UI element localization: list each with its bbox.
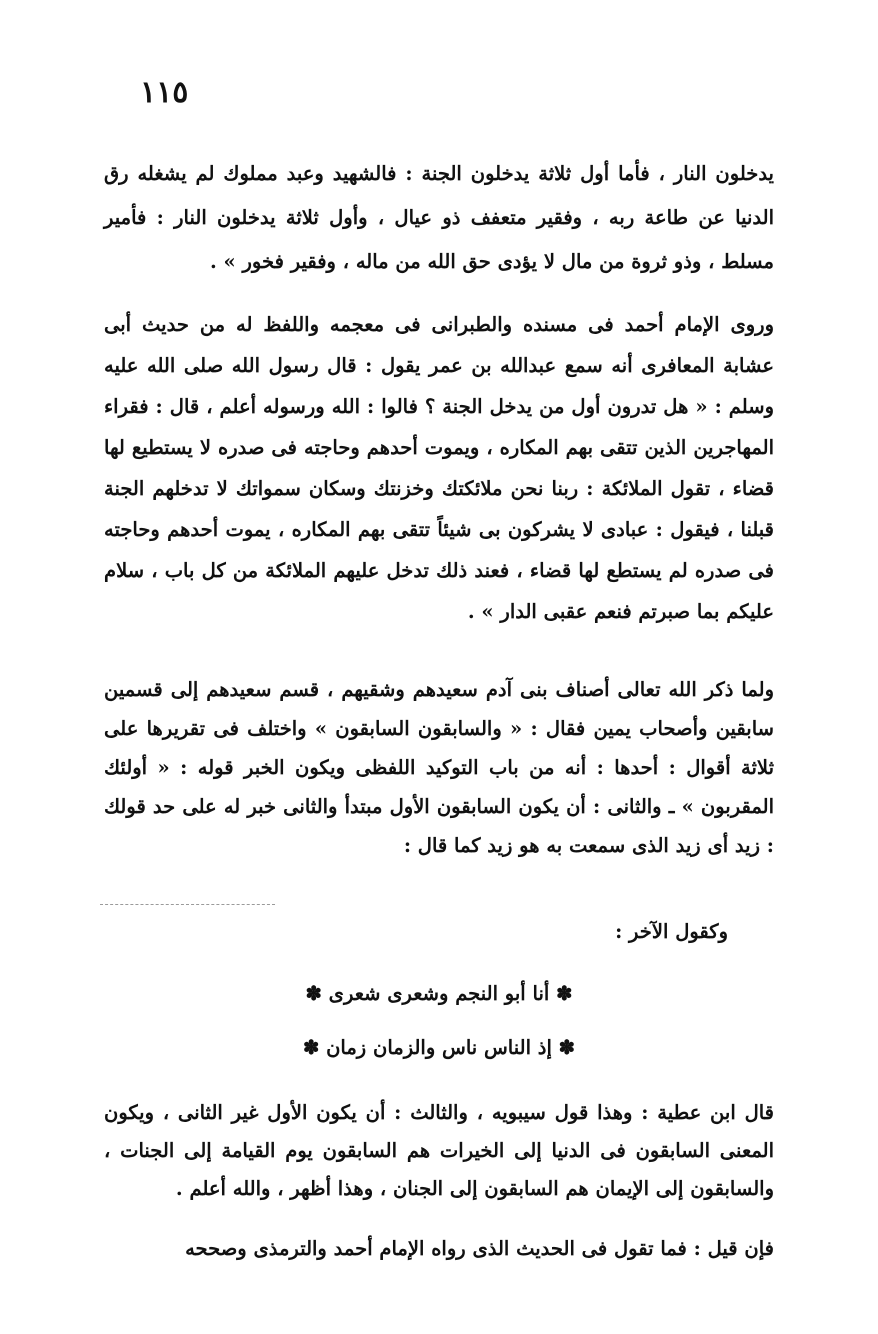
paragraph-hadith-ahmad: وروى الإمام أحمد فى مسنده والطبرانى فى معجمه واللفظ له من حديث أبى عشابة المعافرى أنه سمع عبدالله بن عمر يقول : قال رسول الله صلى الله عليه وسلم : « هل تدرون أول من يدخل الجنة ؟ فالوا : الله ورسوله أعلم ، قال : فقراء المهاجرين الذين تتقى بهم المكاره ، ويموت أحدهم وحاجته فى صدره لا يستطيع لها قضاء ، تقول الملائكة : ربنا نحن ملائكتك وخزنتك وسكان سمواتك لا تدخلهم الجنة قبلنا ، فيقول : عبادى لا يشركون بى شيئاً تتقى بهم المكاره ، يموت أحدهم وحاجته فى صدره لم يستطع لها قضاء ، فعند ذلك تدخل عليهم الملائكة من كل باب ، سلام عليكم بما صبرتم فنعم عقبى الدار » . (104, 313, 774, 623)
verse-intro: وكقول الآخر : (615, 920, 728, 943)
verse-line-2: ✽ إذ الناس ناس والزمان زمان ✽ (302, 1036, 576, 1059)
separator-line (100, 904, 275, 905)
paragraph-hadith-end: يدخلون النار ، فأما أول ثلاثة يدخلون الجنة : فالشهيد وعبد مملوك لم يشغله رق الدنيا عن طاعة ربه ، وفقير متعفف ذو عيال ، وأول ثلاثة يدخلون النار : فأمير مسلط ، وذو ثروة من مال لا يؤدى حق الله من ماله ، وفقير فخور » . (104, 162, 774, 273)
verse-line-1: ✽ أنا أبو النجم وشعرى شعرى ✽ (305, 982, 573, 1005)
paragraph-question: فإن قيل : فما تقول فى الحديث الذى رواه الإمام أحمد والترمذى وصححه (185, 1237, 774, 1260)
paragraph-ibn-atiyya: قال ابن عطية : وهذا قول سيبويه ، والثالث : أن يكون الأول غير الثانى ، ويكون المعنى السابقون فى الدنيا إلى الخيرات هم السابقون يوم القيامة إلى الجنات ، والسابقون إلى الإيمان هم السابقون إلى الجنان ، وهذا أظهر ، والله أعلم . (104, 1101, 774, 1200)
page-number: ١١٥ (140, 75, 189, 110)
paragraph-sabiqun: ولما ذكر الله تعالى أصناف بنى آدم سعيدهم وشقيهم ، قسم سعيدهم إلى قسمين سابقين وأصحاب يمين فقال : « والسابقون السابقون » واختلف فى تقريرها على ثلاثة أقوال : أحدها : أنه من باب التوكيد اللفظى ويكون الخبر قوله : « أولئك المقربون » ـ والثانى : أن يكون السابقون الأول مبتدأ والثانى خبر له على حد قولك : زيد أى زيد الذى سمعت به هو زيد كما قال : (104, 678, 774, 857)
